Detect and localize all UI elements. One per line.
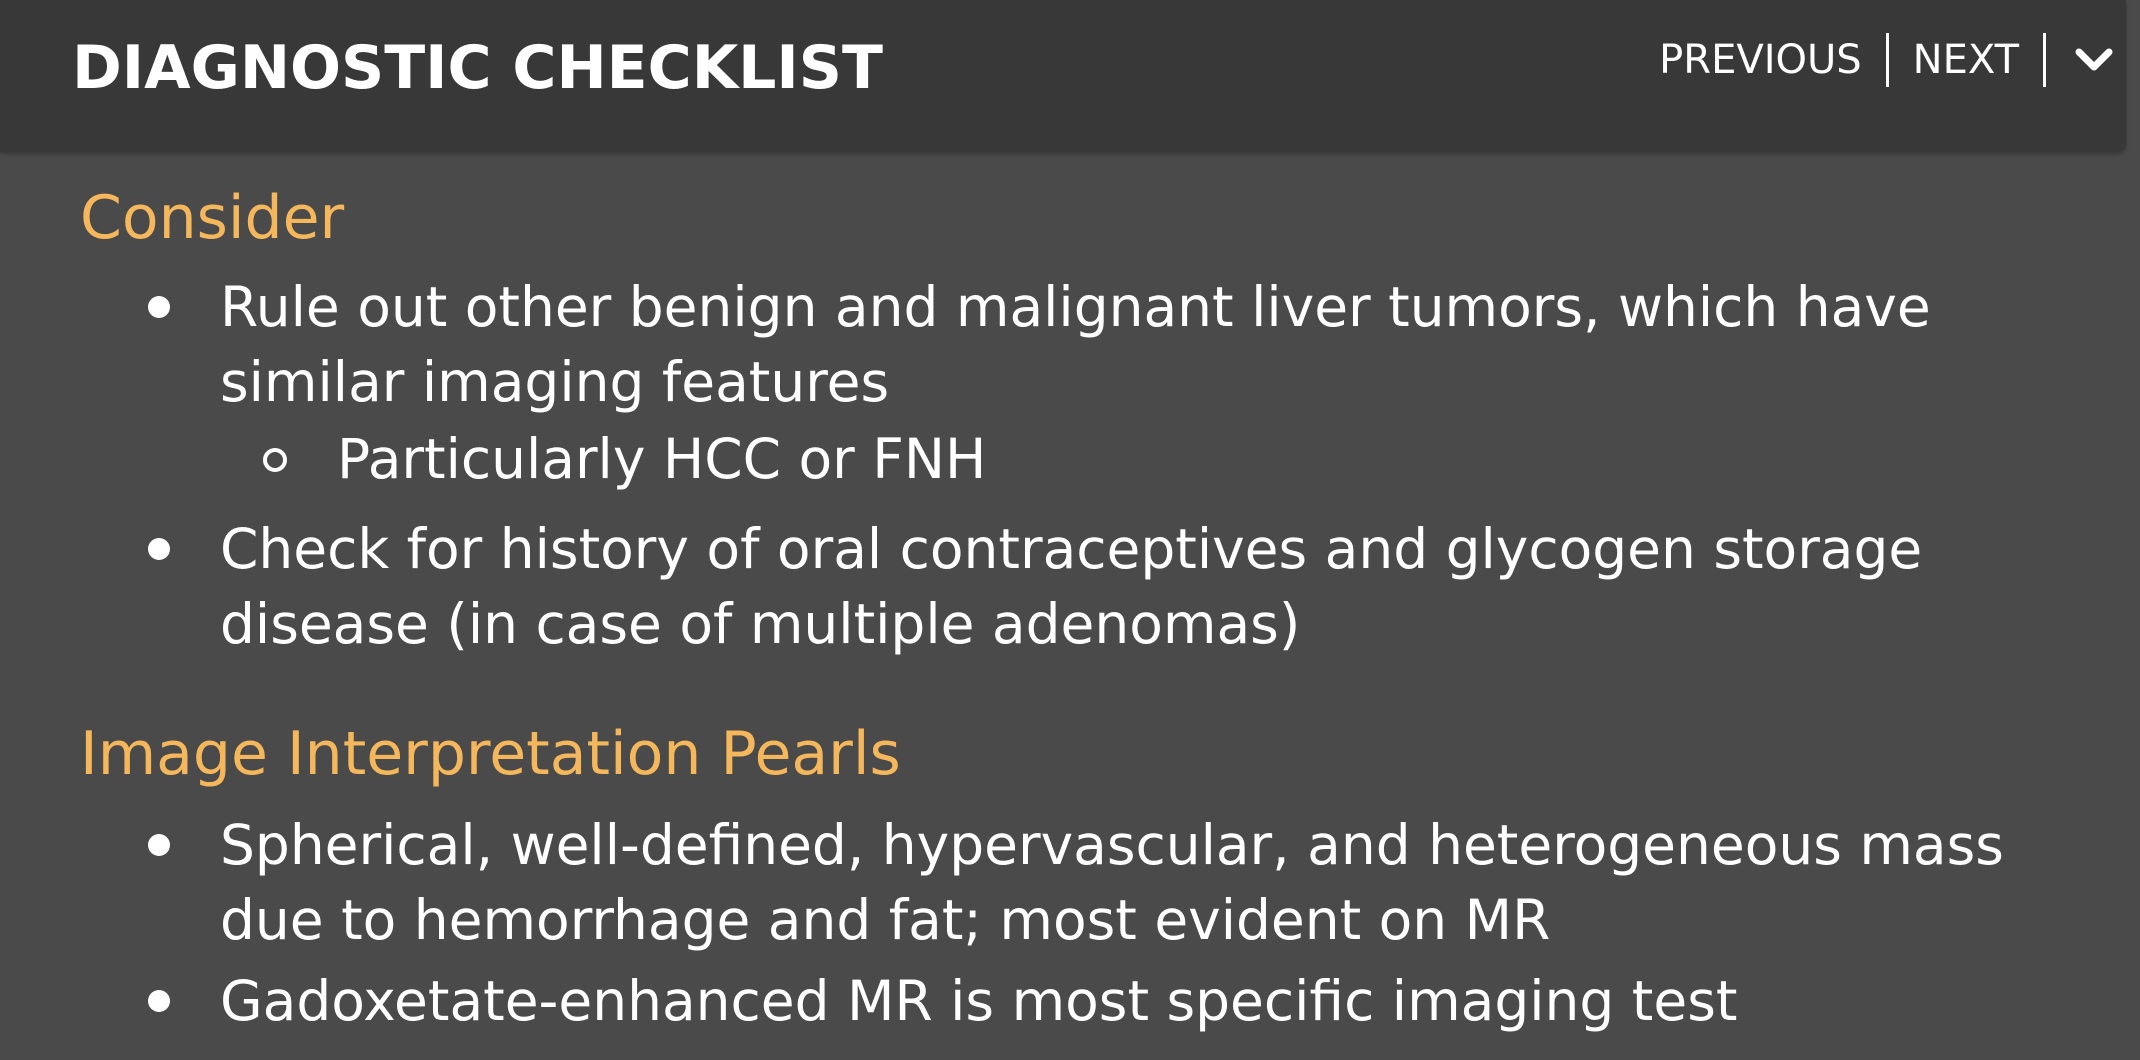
checklist-header	[0, 0, 2126, 152]
list-item-text: Check for history of oral contraceptives and glycogen storage	[220, 517, 1923, 581]
bullet-icon	[148, 538, 170, 560]
list-item-text: due to hemorrhage and fat; most evident on MR	[220, 888, 1551, 952]
chevron-down-icon[interactable]	[2070, 30, 2118, 90]
previous-button[interactable]: PREVIOUS	[1659, 37, 1862, 83]
section-heading-consider: Consider	[80, 183, 345, 253]
page-title: DIAGNOSTIC CHECKLIST	[72, 33, 883, 103]
header-navigation	[1659, 30, 2118, 90]
nav-divider	[1886, 33, 1889, 87]
bullet-icon	[148, 296, 170, 318]
list-item	[220, 270, 2120, 420]
bullet-icon	[148, 834, 170, 856]
section-heading-image-interpretation-pearls: Image Interpretation Pearls	[80, 719, 901, 789]
list-item-text: Rule out other benign and malignant liver tumors, which have	[220, 275, 1931, 339]
next-button[interactable]: NEXT	[1912, 37, 2019, 83]
sub-list-item	[337, 422, 2117, 497]
list-item	[220, 808, 2120, 958]
bullet-icon	[148, 990, 170, 1012]
list-item-text: similar imaging features	[220, 350, 890, 414]
list-item-text: disease (in case of multiple adenomas)	[220, 592, 1301, 656]
list-item	[220, 512, 2120, 662]
nav-divider	[2043, 33, 2046, 87]
list-item-text: Spherical, well-defined, hypervascular, and heterogeneous mass	[220, 813, 2004, 877]
checklist-content	[0, 152, 2140, 1060]
sub-bullet-icon	[263, 448, 287, 472]
list-item	[220, 964, 2120, 1039]
sub-list-item-text: Particularly HCC or FNH	[337, 427, 987, 491]
list-item-text: Gadoxetate-enhanced MR is most specific imaging test	[220, 969, 1738, 1033]
